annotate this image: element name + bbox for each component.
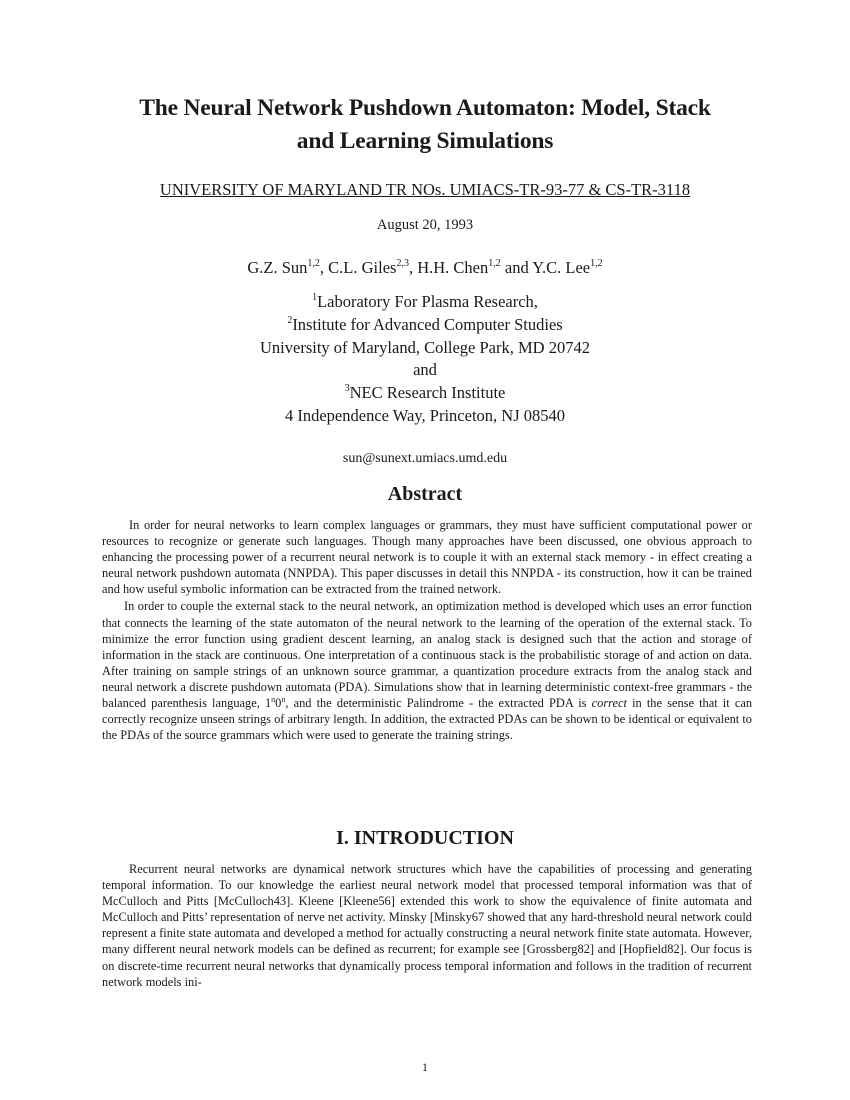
affiliation-text: NEC Research Institute: [349, 383, 506, 403]
author-name: Y.C. Lee: [532, 258, 591, 277]
abstract-paragraph-2: [102, 598, 752, 743]
author-affiliation-mark: 1,2: [307, 258, 320, 269]
title-line-1: The Neural Network Pushdown Automaton: Model, Stack: [139, 95, 711, 121]
text-run: 0: [275, 696, 282, 711]
introduction-body: [102, 861, 752, 990]
affiliation-text: Laboratory For Plasma Research,: [317, 292, 538, 311]
affiliation-mark: 2: [287, 314, 293, 326]
author-affiliation-mark: 1,2: [488, 258, 501, 269]
text-run: , and the deterministic Palindrome - the extracted PDA is: [285, 696, 592, 711]
abstract-heading: Abstract: [387, 483, 463, 505]
paper-title: [60, 92, 790, 158]
author-list: [60, 257, 790, 279]
author-separator: ,: [319, 258, 329, 277]
author-name: H.H. Chen: [417, 258, 489, 277]
report-number: UNIVERSITY OF MARYLAND TR NOs. UMIACS-TR-93-77 & CS-TR-3118: [159, 180, 691, 199]
publication-date: August 20, 1993: [376, 217, 474, 233]
affiliations-block: [60, 291, 790, 428]
affiliation-conjunction: and: [413, 360, 437, 380]
author-affiliation-mark: 2,3: [396, 258, 409, 269]
affiliation-2-address: University of Maryland, College Park, MD 20742: [260, 337, 590, 357]
author-separator: ,: [408, 258, 418, 277]
text-run: in the sense that it can correctly recognize unseen strings of arbitrary length. In addition, the extracted PDAs can be shown to be identical or equivalent to the PDAs of the source grammars which were used to generate the training strings.: [102, 696, 753, 743]
affiliation-2: [60, 314, 790, 337]
author-affiliation-mark: 1,2: [590, 258, 603, 269]
text-run: In order to couple the external stack to the neural network, an optimization method is developed which uses an error function that connects the learning of the state automaton of the neural network to the learning of the operation of the external stack. To minimize the error function using gradient descent learning, an analog stack is designed such that the action and storage of information in the stack are continuous. One interpretation of a continuous stack is the probabilistic storage of and action on data. After training on sample strings of an unknown source grammar, a quantization procedure extracts from the analog stack and neural network a discrete pushdown automata (PDA). Simulations show that in learning deterministic context-free grammars - the balanced parenthesis language, 1: [102, 599, 752, 711]
affiliation-3: [60, 382, 790, 405]
author-separator: and: [500, 258, 533, 277]
affiliation-mark: 3: [344, 383, 350, 395]
introduction-heading: I. INTRODUCTION: [336, 827, 514, 849]
author-name: G.Z. Sun: [247, 258, 308, 277]
contact-email: sun@sunext.umiacs.umd.edu: [342, 451, 508, 466]
title-line-2: and Learning Simulations: [296, 128, 554, 154]
page-number: 1: [422, 1060, 428, 1074]
affiliation-mark: 1: [312, 292, 318, 303]
emphasis-text: correct: [591, 696, 627, 711]
affiliation-3-address: 4 Independence Way, Princeton, NJ 08540: [284, 405, 566, 425]
affiliation-1: [60, 291, 790, 314]
introduction-paragraph-1: Recurrent neural networks are dynamical network structures which have the capabilities of processing and generating temporal information. To our knowledge the earliest neural network model that processed temporal information was that of McCulloch and Pitts [McCulloch43]. Kleene [Kleene56] extended this work to show the equivalence of finite automata and McCulloch and Pitts’ representation of nerve net activity. Minsky [Minsky67 showed that any hard-threshold neural network could represent a finite state automata and developed a method for actually constructing a neural network finite state automata. However, many different neural network models can be defined as recurrent; for example see [Grossberg82] and [Hopfield82]. Our focus is on discrete-time recurrent neural networks that dynamically process temporal information and follows in the tradition of recurrent network models ini-: [102, 862, 752, 989]
superscript: n: [281, 695, 286, 705]
abstract-body: [102, 517, 752, 743]
superscript: n: [271, 695, 276, 705]
affiliation-text: Institute for Advanced Computer Studies: [292, 314, 563, 334]
author-name: C.L. Giles: [328, 258, 397, 277]
abstract-paragraph-1: In order for neural networks to learn complex languages or grammars, they must have sufficient computational power or resources to recognize or generate such languages. Though many approaches have been discussed, one obvious approach to enhancing the processing power of a recurrent neural network is to couple it with an external stack memory - in effect creating a neural network pushdown automata (NNPDA). This paper discusses in detail this NNPDA - its construction, how it can be trained and how useful symbolic information can be extracted from the trained network.: [102, 518, 752, 597]
